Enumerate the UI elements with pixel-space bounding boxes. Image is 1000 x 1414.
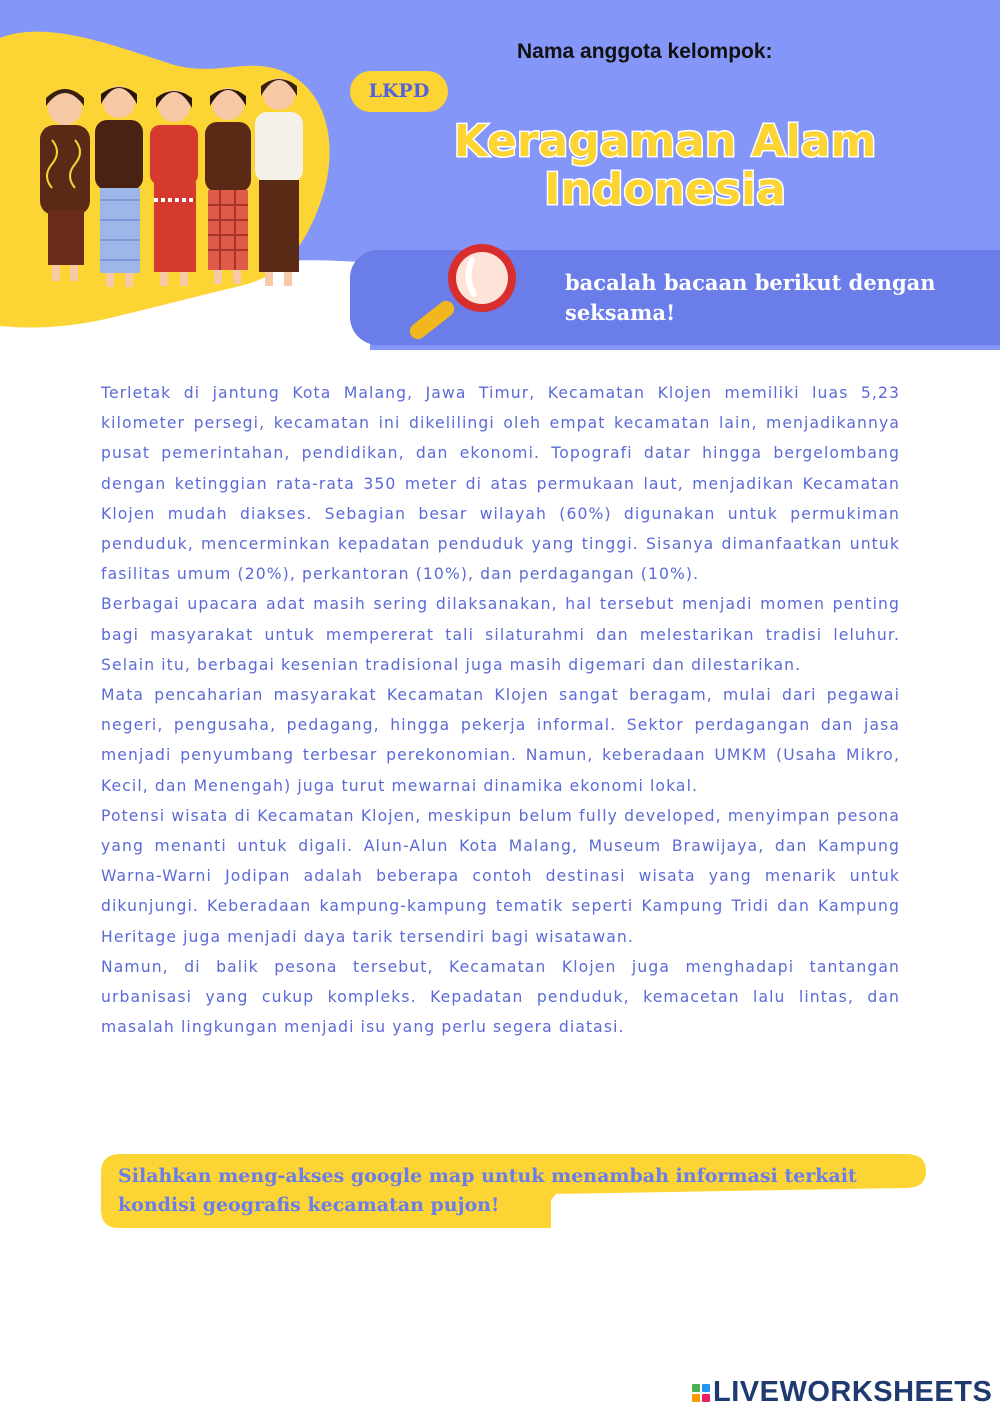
- title-line-1: Keragaman Alam: [453, 116, 877, 167]
- person-5-figure: [255, 78, 303, 286]
- page-title: [440, 118, 890, 214]
- task-callout: [101, 1154, 926, 1228]
- person-2-figure: [95, 86, 143, 287]
- person-3-figure: [150, 90, 198, 286]
- person-4-figure: [205, 88, 251, 284]
- reading-passage: [101, 378, 900, 1042]
- paragraph-2: Berbagai upacara adat masih sering dilaksanakan, hal tersebut menjadi momen penting bagi masyarakat untuk mempererat tali silaturahmi dan melestarikan tradisi leluhur. Selain itu, berbagai kesenian tradisional juga masih digemari dan dilestarikan.: [101, 595, 900, 674]
- callout-text: Silahkan meng-akses google map untuk menambah informasi terkait kondisi geografis kecamatan pujon!: [118, 1165, 857, 1216]
- paragraph-5: Namun, di balik pesona tersebut, Kecamatan Klojen juga menghadapi tantangan urbanisasi yang cukup kompleks. Kepadatan penduduk, kemacetan lalu lintas, dan masalah lingkungan menjadi isu yang perlu segera diatasi.: [101, 957, 900, 1037]
- paragraph-1: Terletak di jantung Kota Malang, Jawa Timur, Kecamatan Klojen memiliki luas 5,23 kilometer persegi, kecamatan ini dikelilingi oleh empat kecamatan lain, menjadikannya pusat pemerintahan, pendidikan, dan ekonomi. Topografi datar hingga bergelombang dengan ketinggian rata-rata 350 meter di atas permukaan laut, menjadikan Kecamatan Klojen mudah diakses. Sebagian besar wilayah (60%) digunakan untuk permukiman penduduk, mencerminkan kepadatan penduduk yang tinggi. Sisanya dimanfaatkan untuk fasilitas umum (20%), perkantoran (10%), dan perdagangan (10%).: [101, 384, 900, 584]
- brand-name: LIVEWORKSHEETS: [713, 1376, 993, 1408]
- liveworksheets-logo-icon: [692, 1384, 710, 1402]
- paragraph-3: Mata pencaharian masyarakat Kecamatan Klojen sangat beragam, mulai dari pegawai negeri, pengusaha, pedagang, hingga pekerja informal. Sektor perdagangan dan jasa menjadi penyumbang terbesar perekonomian. Namun, keberadaan UMKM (Usaha Mikro, Kecil, dan Menengah) juga turut mewarnai dinamika ekonomi lokal.: [101, 686, 900, 795]
- magnifier-icon: [410, 240, 530, 350]
- paragraph-4: Potensi wisata di Kecamatan Klojen, meskipun belum fully developed, menyimpan pesona yang menanti untuk digali. Alun-Alun Kota Malang, Museum Brawijaya, dan Kampung Warna-Warni Jodipan adalah beberapa contoh destinasi wisata yang menarik untuk dikunjungi. Keberadaan kampung-kampung tematik seperti Kampung Tridi dan Kampung Heritage juga menjadi daya tarik tersendiri bagi wisatawan.: [101, 806, 900, 946]
- person-1-figure: [40, 89, 90, 281]
- people-illustration: [30, 70, 315, 295]
- group-members-label: Nama anggota kelompok:: [517, 40, 773, 63]
- instruction-text: bacalah bacaan berikut dengan seksama!: [565, 270, 936, 325]
- title-line-2: Indonesia: [544, 164, 786, 215]
- liveworksheets-brand: [692, 1376, 992, 1409]
- lkpd-badge: LKPD: [350, 71, 448, 112]
